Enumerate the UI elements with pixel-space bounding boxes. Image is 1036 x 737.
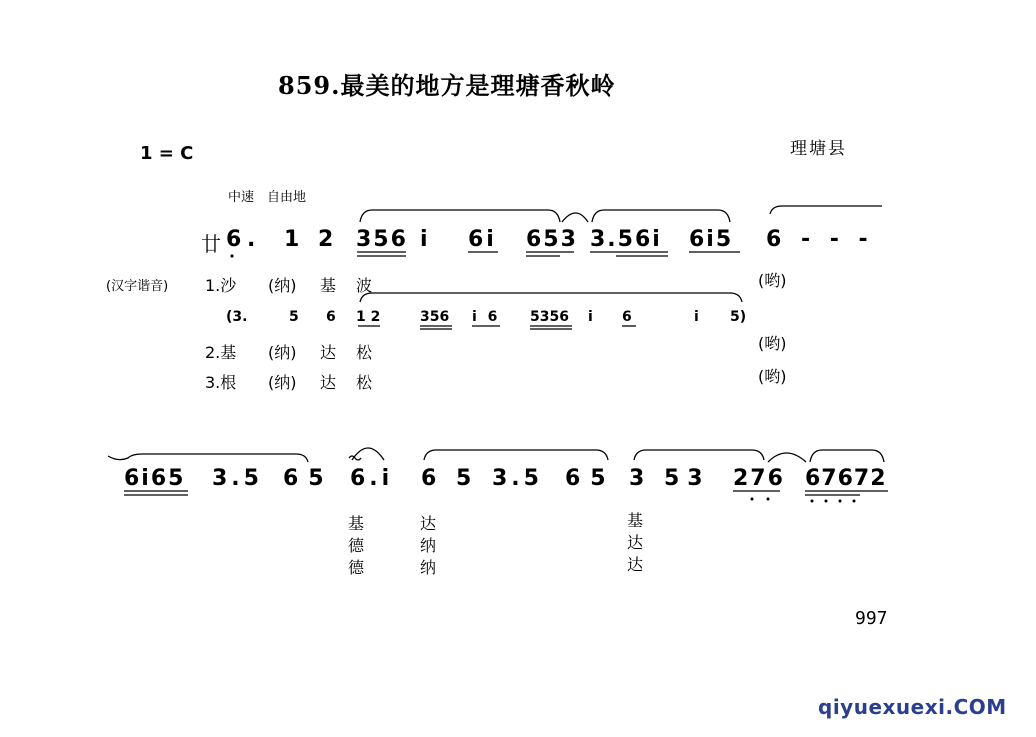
alt-note: 5) bbox=[730, 309, 747, 325]
lyric: 波 bbox=[356, 276, 373, 295]
note: 6 bbox=[226, 227, 242, 252]
watermark: qiyuexuexi.COM bbox=[818, 695, 1007, 719]
lyric: 达 bbox=[320, 373, 337, 392]
lyric: 达 bbox=[627, 533, 644, 552]
note-group: 6i65 bbox=[124, 466, 186, 491]
slur bbox=[360, 293, 742, 302]
region-label: 理塘县 bbox=[790, 139, 847, 159]
lyric: 达 bbox=[320, 343, 337, 362]
lyric: (纳) bbox=[268, 343, 297, 362]
note-group: 3.5 bbox=[212, 466, 263, 491]
lyric: (哟) bbox=[758, 334, 787, 353]
note: 2 bbox=[318, 227, 334, 252]
tie bbox=[562, 213, 588, 222]
lyric: 2.基 bbox=[205, 343, 237, 362]
alt-note: 6 bbox=[622, 309, 632, 325]
tempo-marking: 中速 自由地 bbox=[228, 190, 307, 205]
note-group: 67672 bbox=[805, 466, 887, 491]
note-group: 65 bbox=[283, 466, 334, 491]
note: 1 bbox=[284, 227, 300, 252]
note-dot: . bbox=[247, 227, 256, 252]
note-group: 356 bbox=[356, 227, 408, 252]
lyric: 德 bbox=[348, 536, 365, 555]
slur bbox=[424, 450, 608, 460]
note-group: 276 bbox=[733, 466, 785, 491]
lyric: 达 bbox=[627, 555, 644, 574]
note: 5 bbox=[456, 466, 472, 491]
lyric: 3.根 bbox=[205, 373, 237, 392]
slur bbox=[360, 210, 560, 222]
note: i bbox=[420, 227, 428, 252]
alt-note: (3. bbox=[226, 309, 248, 325]
note-group: 6.i bbox=[350, 466, 394, 491]
note-group: 3.56i bbox=[590, 227, 662, 252]
note-group: 3.5 bbox=[492, 466, 543, 491]
note-group: 53 bbox=[664, 466, 711, 491]
note-group: 6i bbox=[468, 227, 497, 252]
lyric: 基 bbox=[320, 276, 337, 295]
alt-note: i bbox=[588, 309, 593, 325]
lyric: 松 bbox=[356, 373, 373, 392]
alt-note: 5 bbox=[289, 309, 299, 325]
note-group: 6 - - - bbox=[766, 227, 868, 252]
slur bbox=[592, 210, 730, 222]
note-group: 6i5 bbox=[689, 227, 734, 252]
note: 6 bbox=[421, 466, 437, 491]
lyric: 松 bbox=[356, 343, 373, 362]
lyric: 纳 bbox=[420, 558, 437, 577]
alt-note: i bbox=[694, 309, 699, 325]
key-signature: 1 = C bbox=[140, 143, 194, 164]
slur bbox=[770, 206, 882, 214]
lyric: (纳) bbox=[268, 276, 297, 295]
lyric: (纳) bbox=[268, 373, 297, 392]
slur bbox=[634, 450, 764, 460]
lyric: 德 bbox=[348, 558, 365, 577]
note-group: 65 bbox=[565, 466, 616, 491]
alt-note: 6 bbox=[326, 309, 336, 325]
hanzi-note: (汉字谐音) bbox=[106, 279, 169, 294]
alt-note: 356 bbox=[420, 309, 450, 325]
note-group: 653 bbox=[526, 227, 578, 252]
slur bbox=[108, 454, 308, 462]
tie bbox=[352, 448, 384, 460]
lyric: 基 bbox=[627, 511, 644, 530]
lyric: 1.沙 bbox=[205, 276, 237, 295]
lyric: (哟) bbox=[758, 271, 787, 290]
free-meter-sign: 廿 bbox=[201, 232, 221, 256]
lyric: 纳 bbox=[420, 536, 437, 555]
lyric: 基 bbox=[348, 514, 365, 533]
alt-note: 1 2 bbox=[356, 309, 381, 325]
page-title: 859.最美的地方是理塘香秋岭 bbox=[278, 71, 616, 100]
page-number: 997 bbox=[855, 608, 888, 629]
alt-note: 5356 bbox=[530, 309, 569, 325]
tie bbox=[768, 453, 806, 462]
slur bbox=[810, 450, 884, 462]
lyric: 达 bbox=[420, 514, 437, 533]
note: 3 bbox=[629, 466, 645, 491]
lyric: (哟) bbox=[758, 367, 787, 386]
alt-note: i 6 bbox=[472, 309, 498, 325]
